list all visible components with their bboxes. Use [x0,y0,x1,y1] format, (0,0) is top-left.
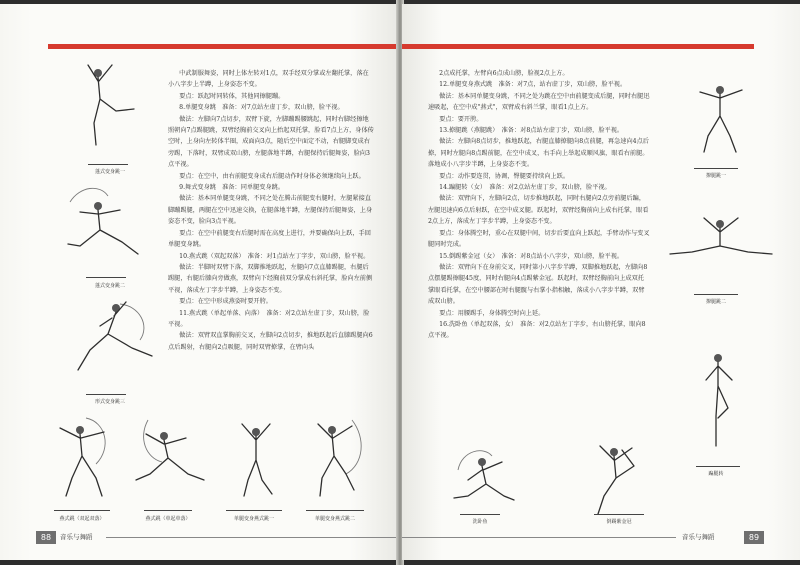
paragraph: 14.蹁腿转（女） 准备：对2点站左虚丁步，双山膀，脸平视。 [439,184,611,192]
dancer-figure-1 [72,59,142,154]
paragraph: 做法：基本同单腿变身跳，不同之处在腾击前腿变右腿时，左腿紧接直脚蹦踢腿，两腿在空中迅速交换，在腿落地半蹲，左腿保持后腿舞姿，上身姿态不变，脸向3点平视。 [168,195,373,226]
caption-rule [696,466,740,467]
dancer-figure-12 [582,436,652,516]
caption-rule [694,294,738,295]
page-number: 88 [36,531,56,544]
paragraph: 11.燕式跳（单起单落、向落） 准备：对2点站左虚丁步，双山膀，脸平视。 [168,309,370,328]
caption-rule [594,514,644,515]
caption: 单腿变身燕式跳二 [314,516,355,522]
caption-rule [54,510,110,511]
paragraph: 做法：双臂双直掌胸前交叉，左脚向2点切步，推地跃起后直膝踢腿向6点后踢射，右腿向2点吸腿，同时双臂撩掌，在臂向头 [168,332,373,351]
paragraph: 2点成托掌，左臂向6点成山膀，脸视2点上方。 [439,70,569,77]
paragraph: 13.撩腿跳（燕腿跳） 准备：对8点站左虚丁步，双山膀，脸平视。 [439,127,624,135]
paragraph: 要点：在空中形成燕姿时要开胯。 [179,298,272,306]
paragraph: 10.燕式跳（双起双落） 准备：对1点站左丁字步，双山膀，脸平视。 [179,252,370,260]
paragraph: 要点：身体腾空时，重心在双腿中间，切步后要直向上跃起，手臂动作与变叉腿同时完成。 [428,229,650,249]
dancer-figure-9 [666,210,776,280]
paragraph: 15.倒踢紫金冠（女） 准备：对8点站小八字步，双山膀，脸平视。 [439,252,624,260]
paragraph: 做法：双臂向下在身前交叉，同时第小八字步半蹲，双脚推地跃起，左脚向8点摆腿踢擦腿45度，同时右腿向4点踢紫金冠。跃起时，双臂经胸前向上成双托掌眼看托掌，在空中腰部在时右腿髋与右掌小指相触，落成小八字步半蹲，双臂成双山膀。 [428,263,648,306]
paragraph: 做法：双臂向下，左脚向2点，切步推地跃起，同时右腿向2点旁前腿后蹁，左腿迅速向6点后射跃，在空中成叉腿。跃起时，双臂经胸前向上成右托掌，眼看2点上方，落成左丁字步半蹲，上身姿态不变。 [428,195,649,226]
caption-rule [144,510,192,511]
left-text-column [168,68,374,353]
right-page [402,4,800,560]
paragraph: 9.舞式变身跳 准备：同单腿变身跳。 [179,184,285,192]
right-footer [402,531,764,544]
caption: 蓬式变身跳一 [94,169,125,175]
dancer-figure-4 [46,408,116,500]
caption-rule [86,277,126,278]
paragraph: 要点：要开胯。 [439,115,483,123]
footer-rule [106,537,398,538]
caption: 撩腿跳一 [705,173,726,179]
dancer-figure-7 [302,408,372,500]
paragraph: 做法：左脚向8点切步，推地跃起，右腿直膝撩腿向8点前腿，再急速向4点后撩，同时左腿向8点踢前腿，在空中成叉，右手向上举起成顺风旗，眼看右前腿。落地成小八字步半蹲，上身姿态不变。 [428,138,649,169]
header-rule [402,44,754,49]
dancer-figure-3 [60,296,160,381]
dancer-figure-6 [222,414,292,500]
paragraph: 中武制服舞姿，同时上体左转对1点，双手经双分掌或左翻托掌，落在小八字步上半蹲，上身姿态不变。 [168,70,369,89]
caption: 燕式跳（单起单落） [145,516,191,522]
caption: 撩腿跳二 [705,299,726,305]
running-title: 音乐与舞蹈 [682,533,715,541]
paragraph: 做法：半脚时双臂下落，双脚推地跃起，左腿向7点直膝踢腿，右腿后踢腿，右腿后膝向旁做燕，双臂向下经胸前双分掌成右斜托掌，脸向左前侧平视，落成左丁字步半蹲，上身姿态不变。 [168,263,373,294]
caption: 燕式跳（双起双落） [59,516,105,522]
paragraph: 16.洗卧鱼（单起双落，女） 准备：对2点站左丁字步，右山膀托掌，眼向8点平视。 [428,320,646,340]
page-number: 89 [744,531,764,544]
caption-rule [226,510,282,511]
caption-rule [460,514,500,515]
caption: 单腿变身燕式跳一 [233,516,274,522]
header-rule [48,44,398,49]
caption-rule [88,164,128,165]
left-footer [36,531,398,544]
paragraph: 要点：在空中，由右前腿变身成右后腿动作时身体必须继续向上跃。 [179,172,365,180]
dancer-figure-10 [688,346,748,456]
paragraph: 做法：基本同单腿变身跳，不同之处为跳在空中由前腿变成后腿，同时右腿迅速吸起，在空中成"燕式"，双臂成右斜兰掌，眼看1点上方。 [428,92,650,112]
dancer-figure-11 [448,440,518,510]
paragraph: 要点：跃起时同转体，其他同擦腿蹦。 [179,92,285,100]
dancer-figure-2 [60,184,150,264]
dancer-figure-5 [128,408,208,500]
caption: 蹁腿转 [708,471,724,477]
paragraph: 8.单腿变身跳 准备：对7点站左虚丁步，双山膀，脸平视。 [179,104,344,112]
running-title: 音乐与舞蹈 [60,533,93,541]
paragraph: 要点：动作要连贯，协调，臀腿要持续向上跃。 [439,172,570,180]
paragraph: 要点：在空中前腿变右后腿时需在高度上进行，并要确保向上跃，手回单腿变身跳。 [168,229,371,249]
right-text-column [428,68,650,342]
dancer-figure-8 [680,76,756,156]
caption: 倒踢紫金冠 [606,519,632,525]
paragraph: 12.单腿变身燕式跳 准备：对7点，站右虚丁步，双山膀，脸平视。 [439,81,627,89]
caption-rule [694,168,738,169]
caption: 洗卧鱼 [472,519,488,525]
paragraph: 要点：用腰踢手，身体腾空时向上延。 [439,309,545,317]
left-page [0,4,398,560]
caption: 形式变身跳三 [94,399,125,405]
paragraph: 做法：左脚向7点切步，双臂下旋，左脚蹦踢腰跳起，同时右脚经擦地照朝向7点踢腿跳，双臂经胸前交叉向上抬起双托掌，脸看7点上方，身体传空时，上身向左转体半圈，成面向3点，随后空中面定不动，右腿脚变成右旁踢，下落时，双臂成双山膀，左腿落地半蹲，右腿保持后腿舞姿，脸向3点平视。 [168,115,374,169]
caption-rule [306,510,364,511]
footer-rule [402,537,676,538]
caption: 蓬式变身跳二 [94,283,125,289]
caption-rule [86,394,126,395]
